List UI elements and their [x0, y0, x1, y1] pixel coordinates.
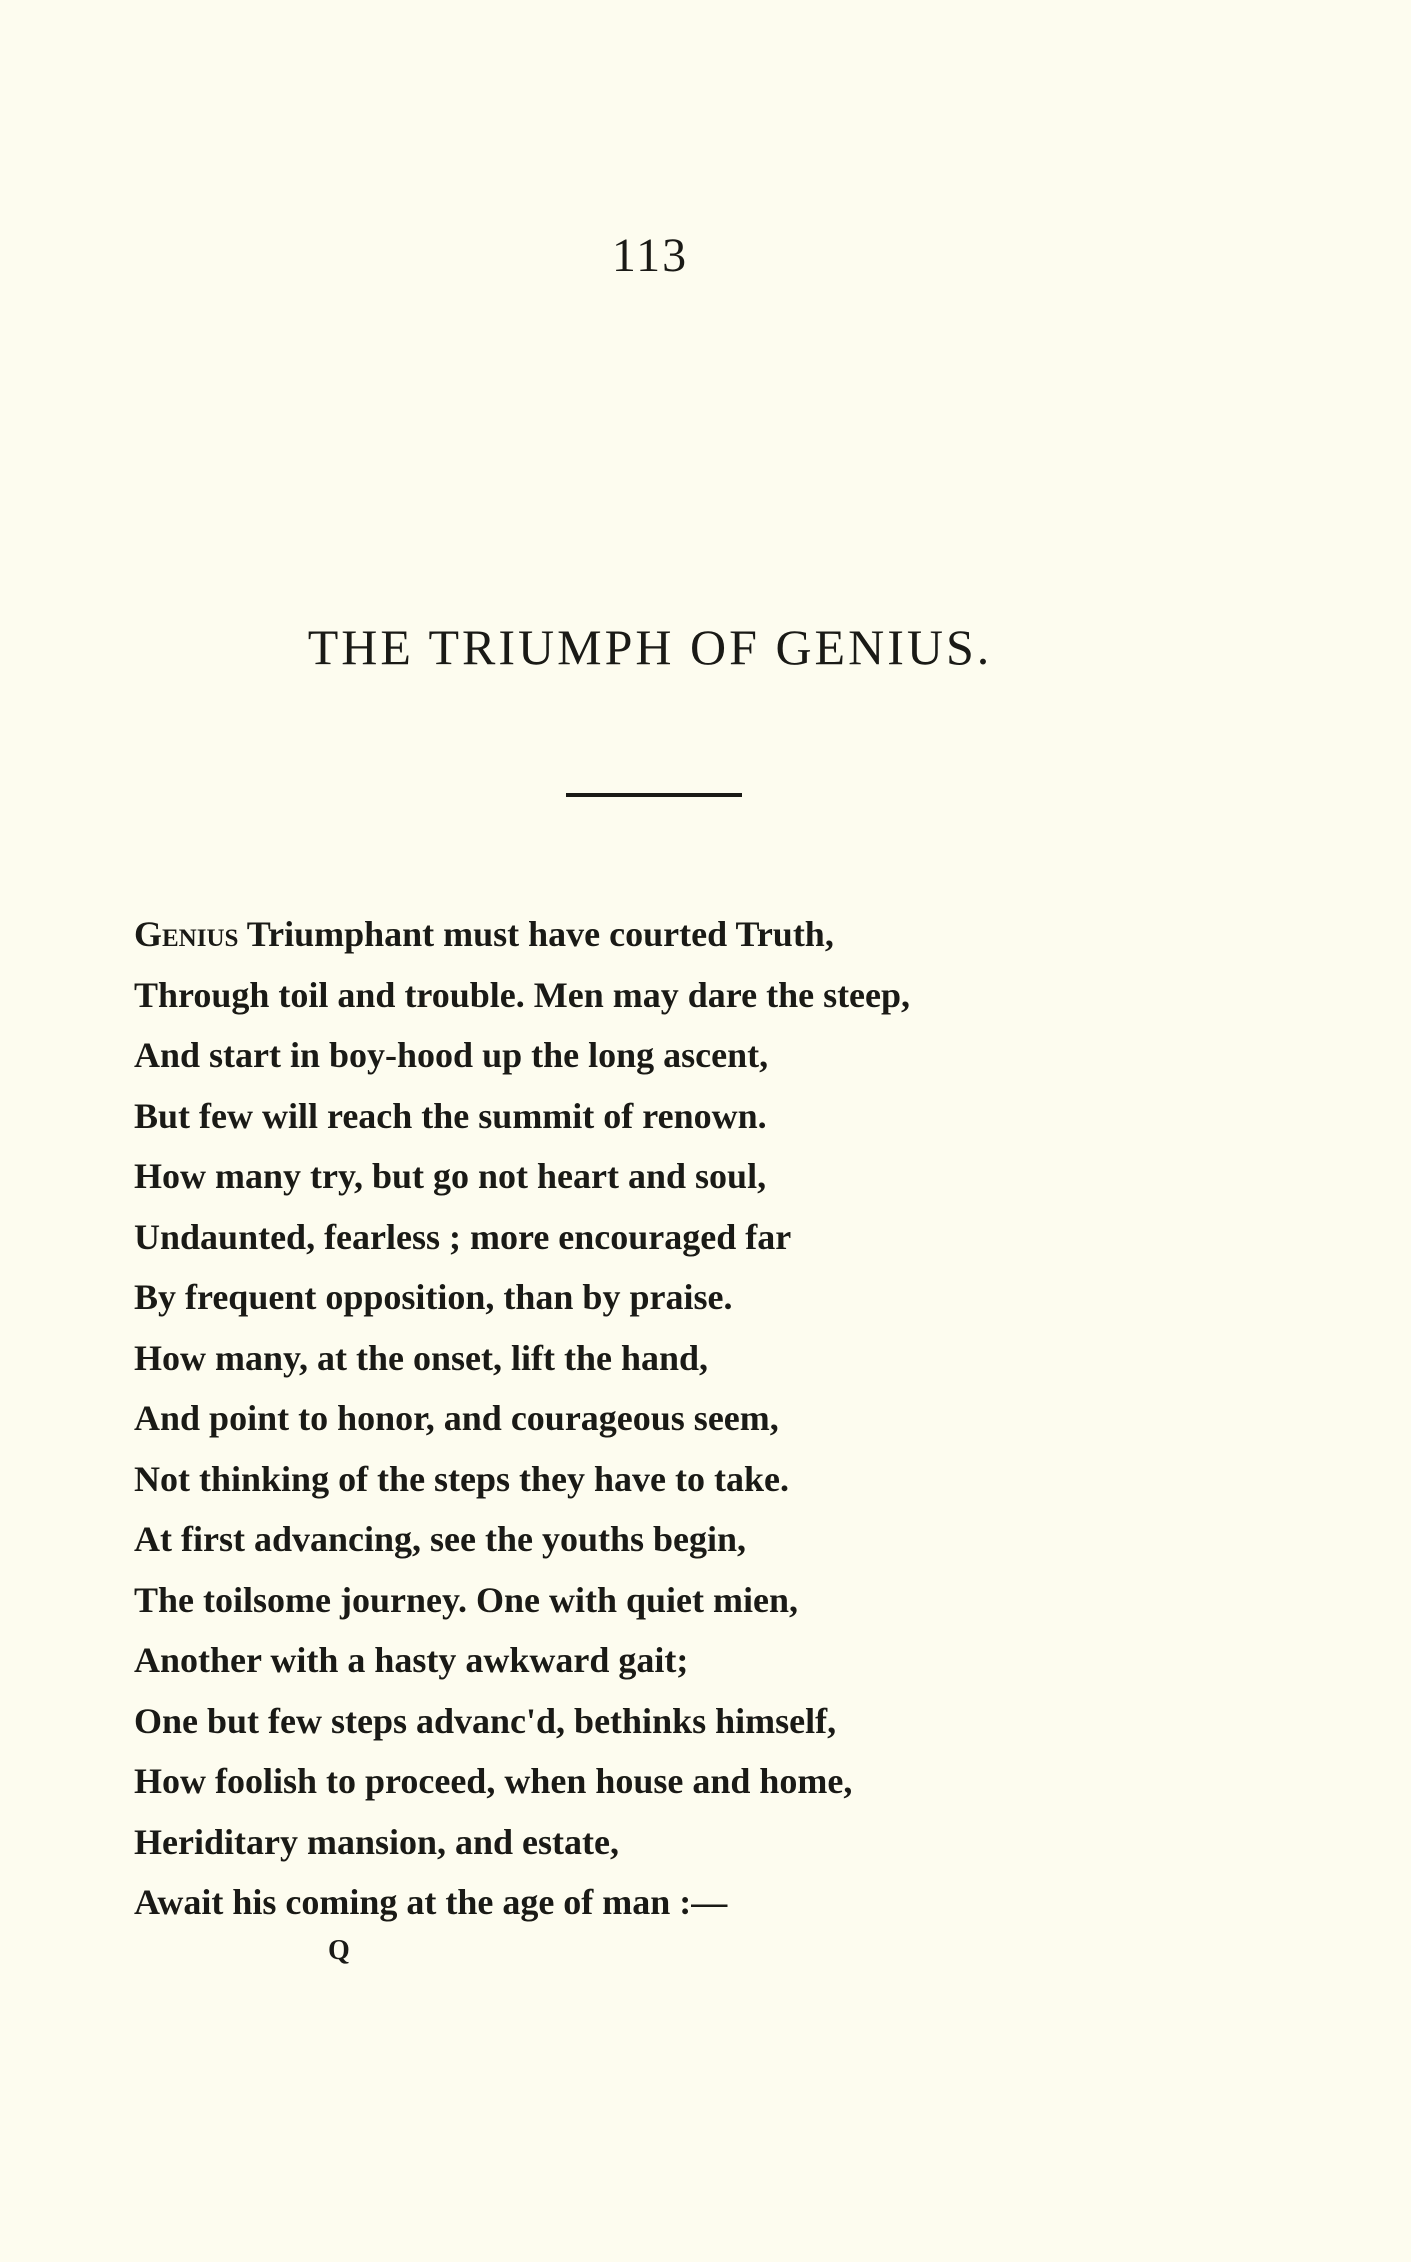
poem-line: And start in boy-hood up the long ascent,: [134, 1035, 769, 1075]
poem-line: But few will reach the summit of renown.: [134, 1095, 767, 1136]
poem-line: Through toil and trouble. Men may dare the steep,: [134, 974, 911, 1015]
poem-line: Heriditary mansion, and estate,: [134, 1821, 619, 1862]
printer-signature-mark: Q: [328, 1935, 350, 1966]
poem-line: Not thinking of the steps they have to take.: [134, 1458, 790, 1499]
poem-line: At first advancing, see the youths begin,: [134, 1519, 747, 1559]
poem-line: Await his coming at the age of man :—: [134, 1882, 728, 1922]
poem-line: How many, at the onset, lift the hand,: [134, 1337, 709, 1378]
poem-line: And point to honor, and courageous seem,: [134, 1398, 779, 1438]
page-number: 113: [611, 229, 689, 282]
poem-line: How many try, but go not heart and soul,: [134, 1156, 767, 1196]
poem-first-word: Genius: [134, 914, 239, 954]
poem-line: One but few steps advanc'd, bethinks himself,: [134, 1700, 837, 1741]
poem-first-line-text: Triumphant must have courted Truth,: [238, 914, 834, 954]
poem-line: How foolish to proceed, when house and home,: [134, 1761, 853, 1801]
poem-line-1: [134, 904, 1294, 965]
poem-line: Another with a hasty awkward gait;: [134, 1640, 689, 1680]
poem-title: THE TRIUMPH OF GENIUS.: [307, 619, 993, 675]
poem-line: By frequent opposition, than by praise.: [134, 1277, 733, 1317]
poem-line: Undaunted, fearless ; more encouraged far: [134, 1216, 792, 1257]
title-divider-rule: [566, 793, 742, 797]
poem-body: [134, 904, 1294, 1933]
poem-line: The toilsome journey. One with quiet mien,: [134, 1579, 798, 1620]
